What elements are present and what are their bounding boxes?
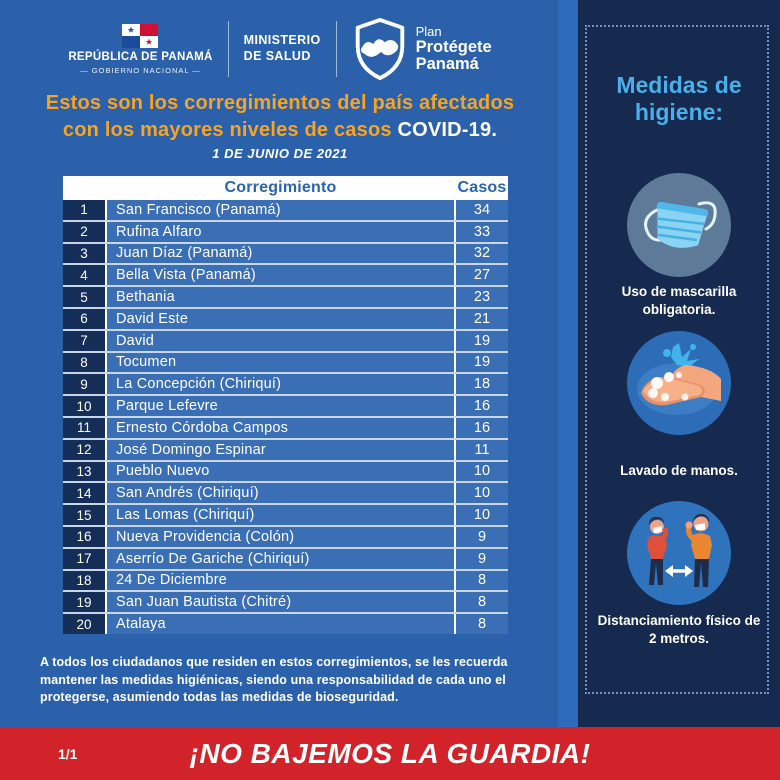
header <box>0 8 560 90</box>
row-name: José Domingo Espinar <box>107 440 454 460</box>
hygiene-sidebar <box>578 0 780 727</box>
table-row <box>63 222 508 242</box>
row-cases: 16 <box>456 418 508 438</box>
sidebar-heading: Medidas de higiene: <box>616 72 742 126</box>
row-cases: 8 <box>456 592 508 612</box>
footer-banner <box>0 727 780 780</box>
table-row <box>63 265 508 285</box>
header-divider <box>336 21 337 77</box>
sidebar-stripe <box>558 0 578 727</box>
row-name: Las Lomas (Chiriquí) <box>107 505 454 525</box>
mask-icon <box>627 173 731 277</box>
row-name: Aserrío De Gariche (Chiriquí) <box>107 549 454 569</box>
plan-word: Plan <box>415 23 442 39</box>
row-name: Pueblo Nuevo <box>107 462 454 482</box>
row-name: Bella Vista (Panamá) <box>107 265 454 285</box>
row-rank: 17 <box>63 549 105 569</box>
row-name: San Andrés (Chiriquí) <box>107 483 454 503</box>
mask-caption: Uso de mascarilla obligatoria. <box>621 284 737 317</box>
row-name: Nueva Providencia (Colón) <box>107 527 454 547</box>
row-rank: 12 <box>63 440 105 460</box>
row-cases: 10 <box>456 505 508 525</box>
report-date: 1 DE JUNIO DE 2021 <box>212 146 348 161</box>
protegete-word: Protégete <box>415 37 492 56</box>
government-subtitle: — GOBIERNO NACIONAL — <box>80 65 201 75</box>
slogan-text: ¡NO BAJEMOS LA GUARDIA! <box>189 737 591 769</box>
row-rank: 10 <box>63 396 105 416</box>
row-cases: 18 <box>456 374 508 394</box>
table-body <box>63 200 508 634</box>
table-row <box>63 549 508 569</box>
table-row <box>63 614 508 634</box>
row-rank: 7 <box>63 331 105 351</box>
col-header-casos: Casos <box>457 179 507 196</box>
table-row <box>63 505 508 525</box>
row-rank: 11 <box>63 418 105 438</box>
table-row <box>63 418 508 438</box>
row-rank: 9 <box>63 374 105 394</box>
row-cases: 19 <box>456 331 508 351</box>
row-rank: 8 <box>63 353 105 373</box>
row-rank: 3 <box>63 244 105 264</box>
row-cases: 9 <box>456 549 508 569</box>
table-row <box>63 592 508 612</box>
table-row <box>63 527 508 547</box>
row-cases: 16 <box>456 396 508 416</box>
table-row <box>63 200 508 220</box>
row-rank: 18 <box>63 571 105 591</box>
plan-protegete-logo <box>352 17 492 81</box>
row-name: Tocumen <box>107 353 454 373</box>
row-rank: 1 <box>63 200 105 220</box>
table-row <box>63 396 508 416</box>
row-cases: 8 <box>456 571 508 591</box>
row-cases: 34 <box>456 200 508 220</box>
row-name: 24 De Diciembre <box>107 571 454 591</box>
row-rank: 5 <box>63 287 105 307</box>
row-cases: 8 <box>456 614 508 634</box>
row-name: San Juan Bautista (Chitré) <box>107 592 454 612</box>
row-name: Parque Lefevre <box>107 396 454 416</box>
row-rank: 16 <box>63 527 105 547</box>
row-cases: 33 <box>456 222 508 242</box>
col-header-corregimiento: Corregimiento <box>224 179 337 196</box>
table-row <box>63 571 508 591</box>
header-divider <box>228 21 229 77</box>
row-rank: 13 <box>63 462 105 482</box>
distancing-caption: Distanciamiento físico de 2 metros. <box>597 613 761 646</box>
cases-table <box>63 176 508 634</box>
ministry-label: MINISTERIO DE SALUD <box>243 33 321 63</box>
row-name: Juan Díaz (Panamá) <box>107 244 454 264</box>
row-name: Ernesto Córdoba Campos <box>107 418 454 438</box>
panama-flag-icon <box>122 24 158 48</box>
covid-label: COVID-19. <box>397 119 498 142</box>
row-cases: 27 <box>456 265 508 285</box>
table-row <box>63 440 508 460</box>
government-logo <box>68 24 212 75</box>
row-rank: 20 <box>63 614 105 634</box>
table-row <box>63 331 508 351</box>
row-name: San Francisco (Panamá) <box>107 200 454 220</box>
table-row <box>63 462 508 482</box>
shield-icon <box>352 17 408 81</box>
row-cases: 10 <box>456 462 508 482</box>
page-title: Estos son los corregimientos del país afectados con los mayores niveles de casos COVID-19. <box>45 92 515 142</box>
row-cases: 21 <box>456 309 508 329</box>
row-name: Bethania <box>107 287 454 307</box>
table-row <box>63 353 508 373</box>
panama-word: Panamá <box>415 54 479 73</box>
row-name: Rufina Alfaro <box>107 222 454 242</box>
row-cases: 11 <box>456 440 508 460</box>
row-cases: 23 <box>456 287 508 307</box>
row-cases: 32 <box>456 244 508 264</box>
row-rank: 19 <box>63 592 105 612</box>
row-rank: 4 <box>63 265 105 285</box>
row-rank: 14 <box>63 483 105 503</box>
row-cases: 9 <box>456 527 508 547</box>
table-row <box>63 244 508 264</box>
table-row <box>63 309 508 329</box>
table-header <box>63 176 508 200</box>
row-rank: 6 <box>63 309 105 329</box>
row-cases: 19 <box>456 353 508 373</box>
distancing-icon <box>627 501 731 605</box>
row-rank: 15 <box>63 505 105 525</box>
row-cases: 10 <box>456 483 508 503</box>
table-row <box>63 374 508 394</box>
handwash-icon <box>627 331 731 435</box>
row-name: David Este <box>107 309 454 329</box>
row-name: Atalaya <box>107 614 454 634</box>
row-name: David <box>107 331 454 351</box>
row-name: La Concepción (Chiriquí) <box>107 374 454 394</box>
table-row <box>63 483 508 503</box>
table-row <box>63 287 508 307</box>
republic-name: REPÚBLICA DE PANAMÁ <box>68 50 213 63</box>
handwash-caption: Lavado de manos. <box>620 463 738 478</box>
row-rank: 2 <box>63 222 105 242</box>
footnote-text: A todos los ciudadanos que residen en estos corregimientos, se les recuerda mantener las medidas higiénicas, siendo una responsabilidad de cada uno el protegerse, asumiendo todas las medidas de bioseguridad. <box>40 655 508 704</box>
page-indicator: 1/1 <box>58 745 78 762</box>
